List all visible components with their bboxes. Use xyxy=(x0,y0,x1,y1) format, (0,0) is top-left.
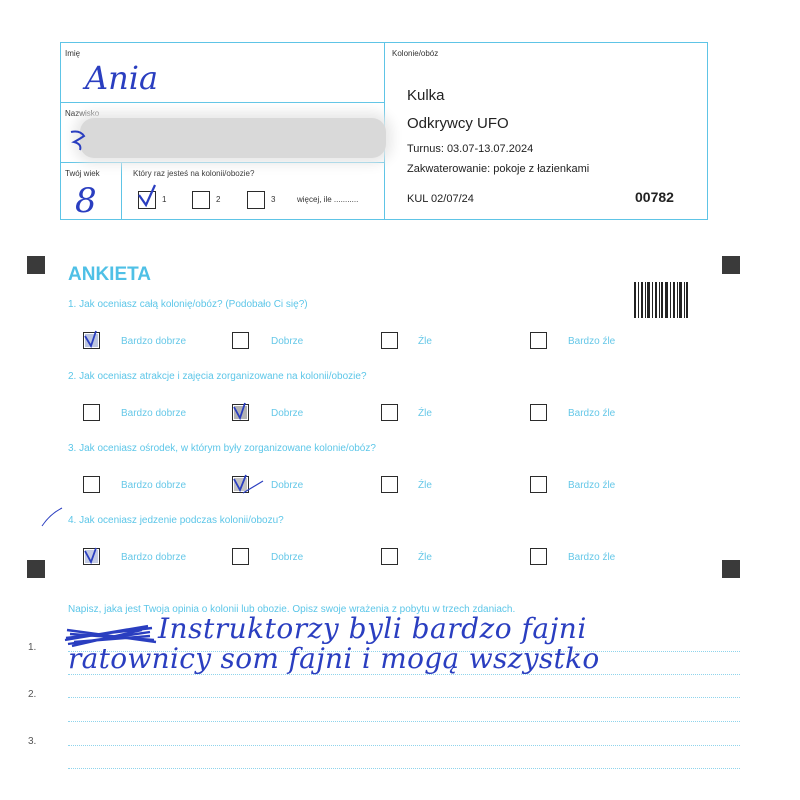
q2-option-zle[interactable] xyxy=(381,404,398,421)
q1-label-bardzo-zle: Bardzo źle xyxy=(568,336,616,347)
registration-marker xyxy=(722,256,740,274)
turnus: Turnus: 03.07-13.07.2024 xyxy=(407,143,534,155)
question-2: 2. Jak oceniasz atrakcje i zajęcia zorganizowane na kolonii/obozie? xyxy=(68,371,367,382)
camp-program: Odkrywcy UFO xyxy=(407,115,509,132)
checkmark-icon xyxy=(231,400,253,422)
ktory-option-more: więcej, ile ........... xyxy=(297,195,359,204)
imie-label: Imię xyxy=(65,49,81,58)
checkmark-icon xyxy=(137,183,159,209)
divider xyxy=(61,162,384,163)
opinion-prompt: Napisz, jaka jest Twoja opinia o kolonii lub obozie. Opisz swoje wrażenia z pobytu w trzech zdaniach. xyxy=(68,604,516,615)
writing-line xyxy=(68,697,740,698)
q4-option-bardzo-zle[interactable] xyxy=(530,548,547,565)
q2-label-bardzo-dobrze: Bardzo dobrze xyxy=(121,408,187,419)
q3-option-bardzo-zle[interactable] xyxy=(530,476,547,493)
handwritten-answer-line-1: Instruktorzy byli bardzo fajni xyxy=(158,612,587,645)
redacted-surname xyxy=(80,118,386,158)
ktory-checkbox-3[interactable] xyxy=(247,191,265,209)
form-number: 00782 xyxy=(635,189,674,205)
writing-line xyxy=(68,768,740,769)
survey-title: ANKIETA xyxy=(68,264,152,285)
zakwaterowanie: Zakwaterowanie: pokoje z łazienkami xyxy=(407,163,590,175)
checkmark-icon xyxy=(231,471,267,499)
q3-option-zle[interactable] xyxy=(381,476,398,493)
q3-label-bardzo-zle: Bardzo źle xyxy=(568,480,616,491)
divider xyxy=(61,102,384,103)
q3-option-dobrze[interactable] xyxy=(232,476,249,493)
q1-option-bardzo-dobrze[interactable] xyxy=(83,332,100,349)
q3-label-dobrze: Dobrze xyxy=(271,480,304,491)
q1-option-bardzo-zle[interactable] xyxy=(530,332,547,349)
registration-marker xyxy=(27,560,45,578)
q2-label-bardzo-zle: Bardzo źle xyxy=(568,408,616,419)
q4-option-bardzo-dobrze[interactable] xyxy=(83,548,100,565)
question-3: 3. Jak oceniasz ośrodek, w którym były zorganizowane kolonie/obóz? xyxy=(68,443,376,454)
divider xyxy=(121,162,122,219)
q2-option-bardzo-dobrze[interactable] xyxy=(83,404,100,421)
q3-option-bardzo-dobrze[interactable] xyxy=(83,476,100,493)
question-4: 4. Jak oceniasz jedzenie podczas kolonii/obozu? xyxy=(68,515,284,526)
camp-name: Kulka xyxy=(407,87,445,104)
q4-label-bardzo-zle: Bardzo źle xyxy=(568,552,616,563)
q4-option-zle[interactable] xyxy=(381,548,398,565)
barcode xyxy=(634,282,688,318)
q4-label-dobrze: Dobrze xyxy=(271,552,304,563)
line-number-1: 1. xyxy=(28,642,37,653)
registration-marker xyxy=(27,256,45,274)
camp-code: KUL 02/07/24 xyxy=(407,193,474,205)
line-number-2: 2. xyxy=(28,689,37,700)
q1-label-zle: Źle xyxy=(418,336,432,347)
ktory-option-3: 3 xyxy=(271,195,276,204)
wiek-value: 8 xyxy=(75,181,97,221)
ktory-checkbox-1[interactable] xyxy=(138,191,156,209)
q4-label-bardzo-dobrze: Bardzo dobrze xyxy=(121,552,187,563)
ktory-checkbox-2[interactable] xyxy=(192,191,210,209)
line-number-3: 3. xyxy=(28,736,37,747)
ktory-label: Który raz jesteś na kolonii/obozie? xyxy=(133,169,255,178)
ktory-option-2: 2 xyxy=(216,195,221,204)
q1-option-dobrze[interactable] xyxy=(232,332,249,349)
q2-option-dobrze[interactable] xyxy=(232,404,249,421)
q4-label-zle: Źle xyxy=(418,552,432,563)
stray-pen-stroke xyxy=(40,506,66,530)
q1-label-bardzo-dobrze: Bardzo dobrze xyxy=(121,336,187,347)
q1-option-zle[interactable] xyxy=(381,332,398,349)
ktory-option-1: 1 xyxy=(162,195,167,204)
nazwisko-label: Nazwisko xyxy=(65,109,100,118)
registration-marker xyxy=(722,560,740,578)
q4-option-dobrze[interactable] xyxy=(232,548,249,565)
imie-value: Ania xyxy=(85,59,159,97)
checkmark-icon xyxy=(82,545,104,567)
q1-label-dobrze: Dobrze xyxy=(271,336,304,347)
checkmark-icon xyxy=(82,328,104,350)
writing-line xyxy=(68,721,740,722)
q3-label-zle: Źle xyxy=(418,480,432,491)
handwritten-answer-line-2: ratownicy som fajni i mogą wszystko xyxy=(68,642,600,675)
q2-option-bardzo-zle[interactable] xyxy=(530,404,547,421)
kolonie-label: Kolonie/obóz xyxy=(392,49,439,58)
surname-handwriting-fragment xyxy=(68,128,88,154)
writing-line xyxy=(68,745,740,746)
q3-label-bardzo-dobrze: Bardzo dobrze xyxy=(121,480,187,491)
q2-label-dobrze: Dobrze xyxy=(271,408,304,419)
wiek-label: Twój wiek xyxy=(65,169,100,178)
q2-label-zle: Źle xyxy=(418,408,432,419)
question-1: 1. Jak oceniasz całą kolonię/obóz? (Podobało Ci się?) xyxy=(68,299,308,310)
